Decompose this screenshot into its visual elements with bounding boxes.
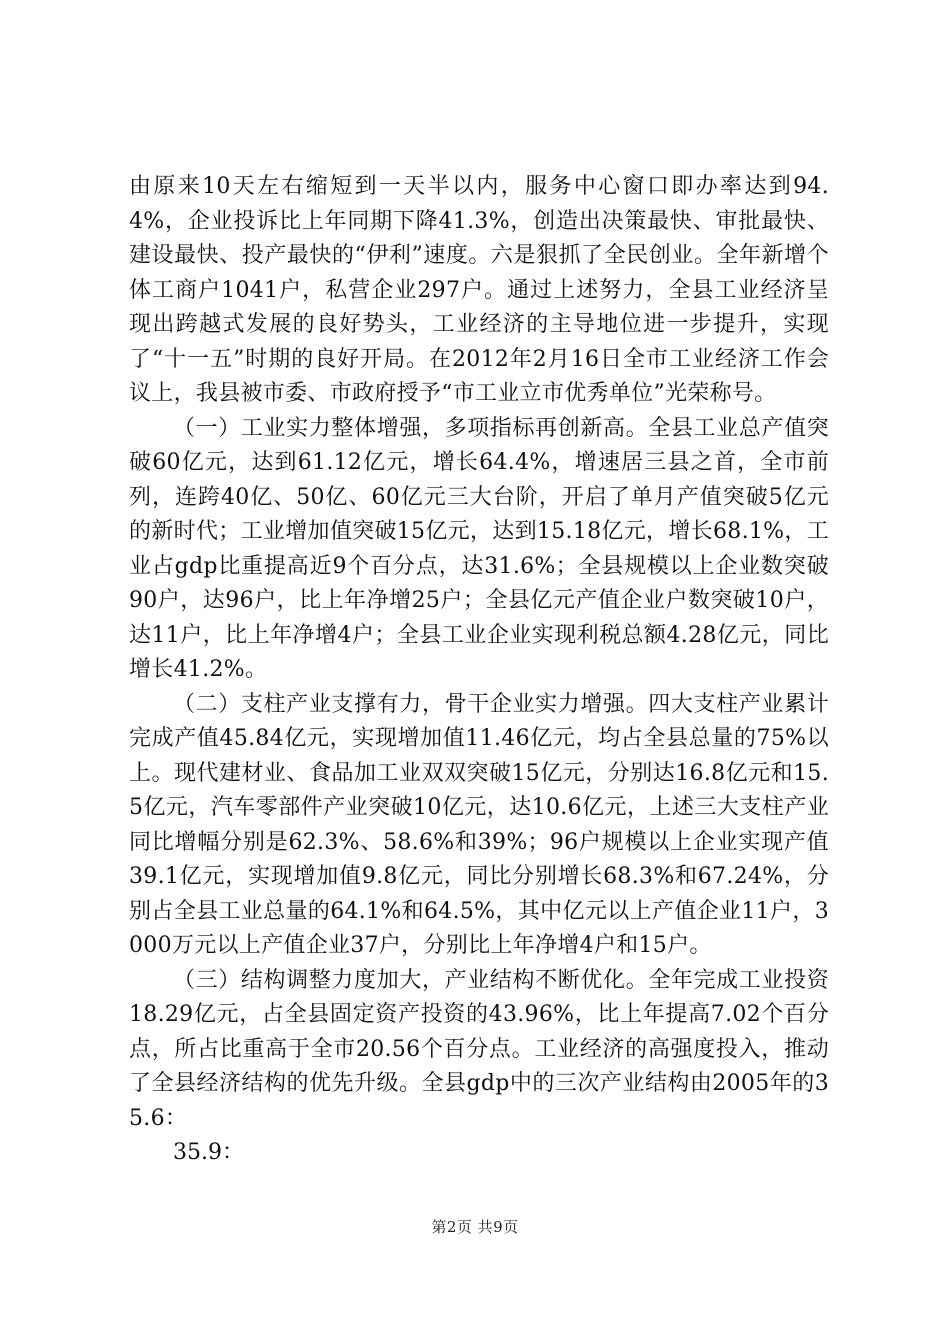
document-body (129, 170, 829, 1171)
paragraph-intro: 由原来10天左右缩短到一天半以内，服务中心窗口即办率达到94.4%，企业投诉比上年同期下降41.3%，创造出决策最快、审批最快、建设最快、投产最快的“伊利”速度。六是狠抓了全民创业。全年新增个体工商户1041户，私营企业297户。通过上述努力，全县工业经济呈现出跨越式发展的良好势头，工业经济的主导地位进一步提升，实现了“十一五”时期的良好开局。在2012年2月16日全市工业经济工作会议上，我县被市委、市政府授予“市工业立市优秀单位”光荣称号。 (129, 174, 829, 406)
paragraph-section-1: （一）工业实力整体增强，多项指标再创新高。全县工业总产值突破60亿元，达到61.12亿元，增长64.4%，增速居三县之首，全市前列，连跨40亿、50亿、60亿元三大台阶，开启了单月产值突破5亿元的新时代；工业增加值突破15亿元，达到15.18亿元，增长68.1%，工业占gdp比重提高近9个百分点，达31.6%；全县规模以上企业数突破90户，达96户，比上年净增25户；全县亿元产值企业户数突破10户，达11户，比上年净增4户；全县工业企业实现利税总额4.28亿元，同比增长41.2%。 (129, 415, 829, 682)
page-footer: 第2页 共9页 (431, 1218, 519, 1236)
paragraph-section-3: （三）结构调整力度加大，产业结构不断优化。全年完成工业投资18.29亿元，占全县固定资产投资的43.96%，比上年提高7.02个百分点，所占比重高于全市20.56个百分点。工业经济的高强度投入，推动了全县经济结构的优先升级。全县gdp中的三次产业结构由2005年的35.6： (129, 967, 829, 1131)
paragraph-section-2: （二）支柱产业支撑有力，骨干企业实力增强。四大支柱产业累计完成产值45.84亿元，实现增加值11.46亿元，均占全县总量的75%以上。现代建材业、食品加工业双双突破15亿元，分别达16.8亿元和15.5亿元，汽车零部件产业突破10亿元，达10.6亿元，上述三大支柱产业同比增幅分别是62.3%、58.6%和39%；96户规模以上企业实现产值39.1亿元，实现增加值9.8亿元，同比分别增长68.3%和67.24%，分别占全县工业总量的64.1%和64.5%，其中亿元以上产值企业11户，3000万元以上产值企业37户，分别比上年净增4户和15户。 (129, 691, 829, 958)
paragraph-tail: 35.9： (173, 1140, 244, 1165)
